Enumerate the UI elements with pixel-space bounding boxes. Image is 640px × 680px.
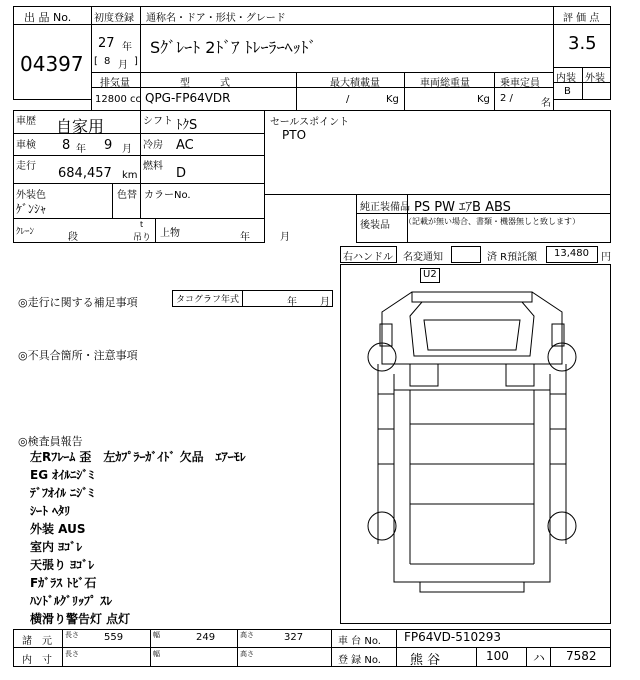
height-value: 327 xyxy=(284,632,304,643)
inspection-month-unit: 月 xyxy=(122,144,132,155)
score-value: 3.5 xyxy=(568,33,597,54)
recycle-unit: 円 xyxy=(601,252,611,263)
width-label: 幅 xyxy=(153,631,160,639)
upper-year-unit: 年 xyxy=(240,232,250,243)
max-load-label: 最大積載量 xyxy=(330,78,380,89)
inspection-month: 9 xyxy=(104,138,113,153)
footer-box xyxy=(13,629,611,667)
first-reg-month: 8 xyxy=(104,56,111,67)
length-value: 559 xyxy=(104,632,124,643)
interior-grade-label: 内装 xyxy=(556,73,576,84)
length-label: 長さ xyxy=(65,631,79,639)
length-label-2: 長さ xyxy=(65,650,79,658)
equipment: PS PW ｴｱB ABS xyxy=(414,200,511,215)
first-reg-label: 初度登録 xyxy=(94,13,134,24)
report-line: Fｶﾞﾗｽ ﾄﾋﾞ石 xyxy=(30,576,97,590)
model-label: 型 式 xyxy=(180,78,230,89)
selling-point-label: セールスポイント xyxy=(270,117,350,128)
color: ｹﾞﾝｼｬ xyxy=(16,202,47,216)
month-bracket-close: ] xyxy=(134,56,138,67)
report-line: 室内 ﾖｺﾞﾚ xyxy=(30,540,83,554)
inspector-report-label: ◎検査員報告 xyxy=(18,435,83,448)
history-label: 車歴 xyxy=(16,116,36,127)
aircon: AC xyxy=(176,138,194,153)
model: QPG-FP64VDR xyxy=(145,91,231,105)
report-line: ﾊﾝﾄﾞﾙｸﾞﾘｯﾌﾟ ｽﾚ xyxy=(30,594,113,608)
reg-number: 7582 xyxy=(566,649,597,663)
reg-class: 100 xyxy=(486,649,509,663)
chassis-number: FP64VD-510293 xyxy=(404,630,501,644)
shift-label: シフト xyxy=(143,116,173,127)
color-no-label: カラーNo. xyxy=(144,190,191,201)
report-line: 左Rﾌﾚｰﾑ 歪 左ｶﾌﾟﾗｰｶﾞｲﾄﾞ 欠品 ｴｱｰﾓﾚ xyxy=(30,450,246,464)
travel-notes-label: ◎走行に関する補足事項 xyxy=(18,296,138,309)
report-line: EG ｵｲﾙﾆｼﾞﾐ xyxy=(30,468,95,482)
max-load: / xyxy=(346,94,350,105)
crane-step-unit: 段 xyxy=(68,232,78,243)
mileage-label: 走行 xyxy=(16,161,36,172)
report-line: 横滑り警告灯 点灯 xyxy=(30,612,131,626)
displacement-label: 排気量 xyxy=(100,78,130,89)
height-label-2: 高さ xyxy=(240,650,254,658)
selling-point-text: PTO xyxy=(282,128,307,142)
dims-label: 諸 元 xyxy=(22,636,52,647)
displacement-unit: cc xyxy=(130,94,141,105)
name-label: 通称名・ドア・形状・グレード xyxy=(146,13,286,24)
tacho-month-unit: 月 xyxy=(320,297,330,308)
upper-month-unit: 月 xyxy=(280,232,290,243)
rhd: 右ハンドル xyxy=(343,252,393,263)
color-label: 外装色 xyxy=(16,190,46,201)
aircon-label: 冷房 xyxy=(143,140,163,151)
aftermarket-label: 後装品 xyxy=(360,220,390,231)
chassis-label: 車 台 No. xyxy=(338,636,381,647)
defect-notes-label: ◎不具合箇所・注意事項 xyxy=(18,349,138,362)
reg-kana: ハ xyxy=(533,651,546,665)
equipment-label: 純正装備品 xyxy=(360,202,410,213)
reg-area: 熊 谷 xyxy=(410,653,441,668)
inspection-year: 8 xyxy=(62,138,71,153)
aftermarket-note: （記載が無い場合、書類・機器無しと致します） xyxy=(404,217,580,226)
width-value: 249 xyxy=(196,632,216,643)
report-line: 外装 AUS xyxy=(30,522,86,536)
tacho-label: タコグラフ年式 xyxy=(176,295,240,305)
lot-no-label: 出 品 No. xyxy=(24,11,72,24)
details-box xyxy=(13,110,265,243)
gross-weight-label: 車両総重量 xyxy=(420,78,470,89)
vehicle-name: Sｸﾞﾚｰﾄ 2ﾄﾞｱ ﾄﾚｰﾗｰﾍｯﾄﾞ xyxy=(150,38,317,57)
mileage-unit: km xyxy=(122,170,138,181)
month-bracket-open: [ xyxy=(94,56,98,67)
recycle-amount: 13,480 xyxy=(554,248,589,259)
report-line: ﾃﾞﾌｵｲﾙ ﾆｼﾞﾐ xyxy=(30,486,95,500)
score-label: 評 価 点 xyxy=(563,13,600,24)
width-label-2: 幅 xyxy=(153,650,160,658)
mod-notice-label: 名変通知 xyxy=(403,252,443,263)
fuel: D xyxy=(176,166,187,181)
capacity-label: 乗車定員 xyxy=(500,78,540,89)
gross-weight-unit: Kg xyxy=(477,94,490,105)
crane-label: ｸﾚｰﾝ xyxy=(16,227,35,237)
crane-hang-label: 吊り xyxy=(133,233,152,243)
inspection-label: 車検 xyxy=(16,140,36,151)
fuel-label: 燃料 xyxy=(143,161,163,172)
report-line: 天張り ﾖｺﾞﾚ xyxy=(30,558,95,572)
truck-diagram xyxy=(340,264,611,624)
shift: ﾄｸS xyxy=(176,118,198,133)
height-label: 高さ xyxy=(240,631,254,639)
exterior-grade-label: 外装 xyxy=(585,73,605,84)
max-load-unit: Kg xyxy=(386,94,399,105)
recycle-label: 済 R預託額 xyxy=(487,252,538,263)
mod-notice-box xyxy=(451,246,481,263)
inspection-year-unit: 年 xyxy=(76,144,86,155)
reg-label: 登 録 No. xyxy=(338,655,381,666)
lot-number: 04397 xyxy=(20,52,84,76)
upper-body-label: 上物 xyxy=(160,228,180,239)
first-reg-year: 27 xyxy=(98,36,115,51)
color-change-label: 色替 xyxy=(117,190,137,201)
interior-dims-label: 内 寸 xyxy=(22,655,52,666)
capacity: 2 / xyxy=(500,93,513,104)
capacity-unit: 名 xyxy=(541,98,551,109)
report-line: ｼｰﾄ ﾍﾀﾘ xyxy=(30,504,71,518)
mileage: 684,457 xyxy=(58,166,112,181)
displacement: 12800 xyxy=(95,94,127,105)
interior-grade: B xyxy=(564,86,571,97)
first-reg-month-unit: 月 xyxy=(118,60,128,71)
history: 自家用 xyxy=(56,117,105,136)
first-reg-year-unit: 年 xyxy=(122,42,132,53)
crane-ton-unit: t xyxy=(140,220,144,229)
tacho-year-unit: 年 xyxy=(287,297,297,308)
u2-label: U2 xyxy=(423,269,437,280)
